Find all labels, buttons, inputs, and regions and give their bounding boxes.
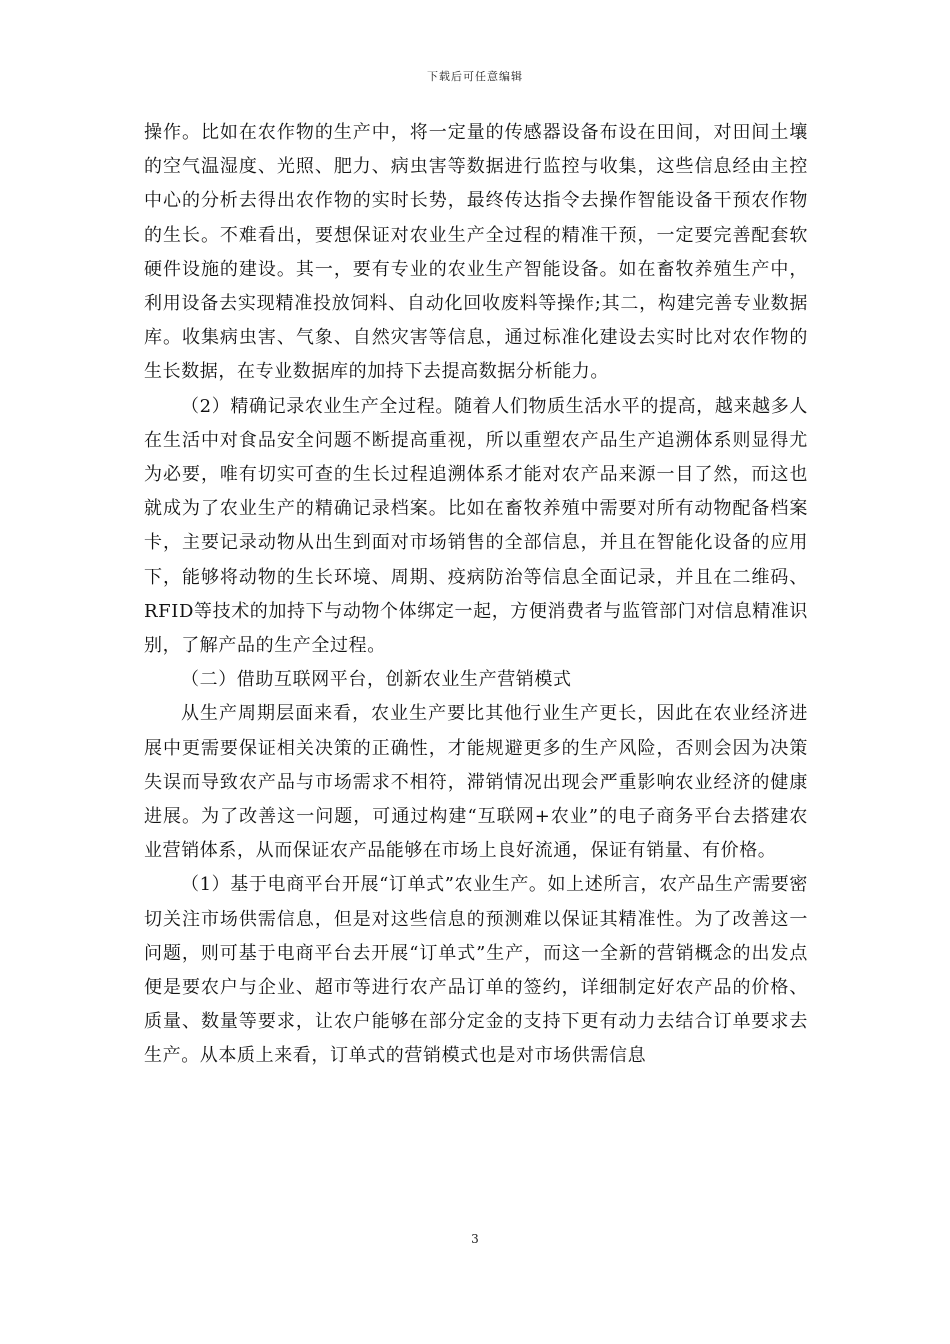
body-text bbox=[144, 116, 808, 1074]
page-number: 3 bbox=[471, 1232, 479, 1246]
paragraph-order-production: （1）基于电商平台开展“订单式”农业生产。如上述所言，农产品生产需要密切关注市场供需信息，但是对这些信息的预测难以保证其精准性。为了改善这一问题，则可基于电商平台去开展“订单式”生产，而这一全新的营销概念的出发点便是要农户与企业、超市等进行农产品订单的签约，详细制定好农产品的价格、质量、数量等要求，让农户能够在部分定金的支持下更有动力去结合订单要求去生产。从本质上来看，订单式的营销模式也是对市场供需信息 bbox=[144, 874, 808, 1067]
section-heading: （二）借助互联网平台，创新农业生产营销模式 bbox=[181, 669, 572, 691]
paragraph-continuation: 操作。比如在农作物的生产中，将一定量的传感器设备布设在田间，对田间土壤的空气温湿度、光照、肥力、病虫害等数据进行监控与收集，这些信息经由主控中心的分析去得出农作物的实时长势，最终传达指令去操作智能设备干预农作物的生长。不难看出，要想保证对农业生产全过程的精准干预，一定要完善配套软硬件设施的建设。其一，要有专业的农业生产智能设备。如在畜牧养殖生产中，利用设备去实现精准投放饲料、自动化回收废料等操作;其二，构建完善专业数据库。收集病虫害、气象、自然灾害等信息，通过标准化建设去实时比对农作物的生长数据，在专业数据库的加持下去提高数据分析能力。 bbox=[144, 122, 808, 383]
page-header: 下载后可任意编辑 bbox=[427, 70, 523, 83]
paragraph-production-cycle: 从生产周期层面来看，农业生产要比其他行业生产更长，因此在农业经济进展中更需要保证相关决策的正确性，才能规避更多的生产风险，否则会因为决策失误而导致农产品与市场需求不相符，滞销情况出现会严重影响农业经济的健康进展。为了改善这一问题，可通过构建“互联网+农业”的电子商务平台去搭建农业营销体系，从而保证农产品能够在市场上良好流通，保证有销量、有价格。 bbox=[144, 703, 808, 862]
paragraph-precise-record: （2）精确记录农业生产全过程。随着人们物质生活水平的提高，越来越多人在生活中对食品安全问题不断提高重视，所以重塑农产品生产追溯体系则显得尤为必要，唯有切实可查的生长过程追溯体系才能对农产品来源一目了然，而这也就成为了农业生产的精确记录档案。比如在畜牧养殖中需要对所有动物配备档案卡，主要记录动物从出生到面对市场销售的全部信息，并且在智能化设备的应用下，能够将动物的生长环境、周期、疫病防治等信息全面记录，并且在二维码、RFID等技术的加持下与动物个体绑定一起，方便消费者与监管部门对信息精准识别，了解产品的生产全过程。 bbox=[144, 395, 808, 657]
